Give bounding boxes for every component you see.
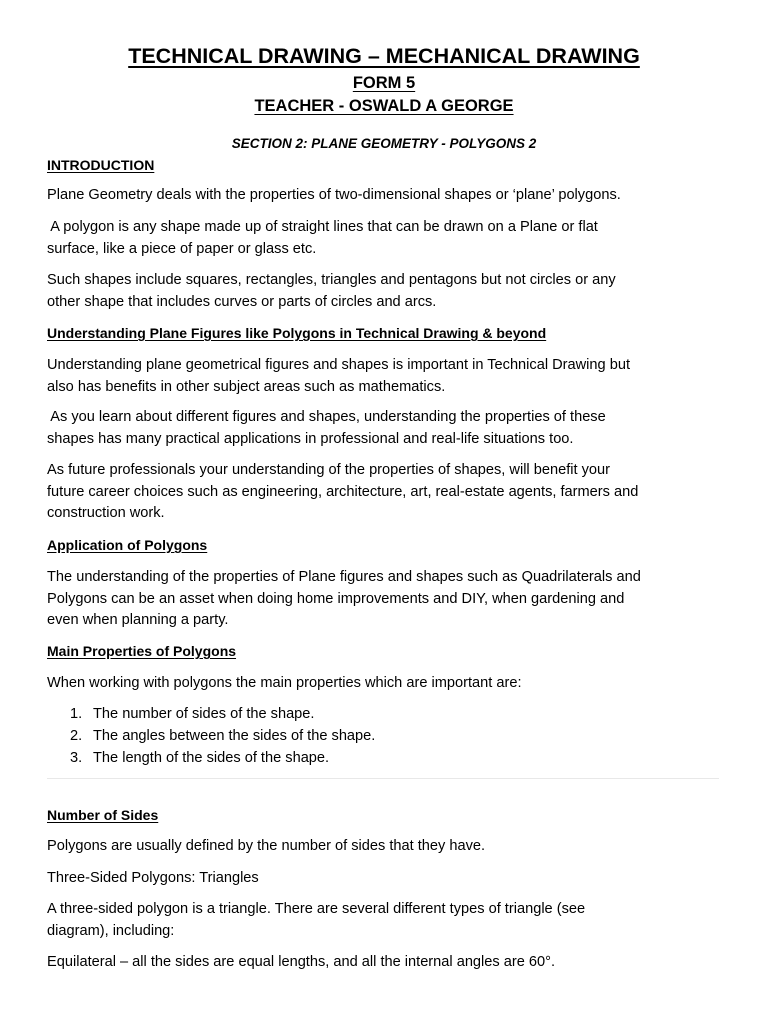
text-line: Such shapes include squares, rectangles, triangles and pentagons but not circles or any — [47, 272, 616, 288]
intro-paragraph-3 — [47, 270, 727, 313]
list-item-text: The length of the sides of the shape. — [93, 749, 330, 766]
properties-list — [70, 704, 375, 769]
text-line: diagram), including: — [47, 922, 175, 939]
understanding-paragraph-1 — [47, 355, 727, 398]
list-item-text: The angles between the sides of the shape. — [93, 727, 376, 744]
intro-paragraph-1 — [47, 185, 727, 207]
text-line: Polygons are usually defined by the number of sides that they have. — [47, 838, 486, 854]
understanding-paragraph-3 — [47, 460, 727, 525]
text-line: As future professionals your understanding of the properties of shapes, will benefit your — [47, 462, 610, 478]
text-line: also has benefits in other subject areas such as mathematics. — [47, 378, 446, 395]
form-label: FORM 5 — [352, 74, 416, 92]
application-heading: Application of Polygons — [47, 537, 208, 553]
understanding-heading: Understanding Plane Figures like Polygons in Technical Drawing & beyond — [47, 325, 547, 341]
application-paragraph-1 — [47, 567, 727, 632]
sides-paragraph-3 — [47, 899, 727, 942]
text-line: Equilateral – all the sides are equal lengths, and all the internal angles are 60°. — [47, 954, 556, 970]
understanding-paragraph-2 — [47, 407, 727, 450]
introduction-heading: INTRODUCTION — [47, 157, 155, 173]
list-item-text: The number of sides of the shape. — [93, 706, 315, 722]
text-line: future career choices such as engineering, architecture, art, real-estate agents, farmers and — [47, 483, 639, 500]
list-item — [70, 704, 375, 726]
text-line: A three-sided polygon is a triangle. There are several different types of triangle (see — [47, 901, 586, 917]
intro-paragraph-2 — [47, 217, 727, 260]
list-number: 3. — [70, 749, 83, 766]
text-line: As you learn about different figures and shapes, understanding the properties of these — [47, 409, 606, 425]
text-line: The understanding of the properties of Plane figures and shapes such as Quadrilaterals and — [47, 569, 641, 585]
text-line: construction work. — [47, 505, 165, 522]
list-number: 2. — [70, 727, 83, 744]
sides-paragraph-2 — [47, 868, 727, 890]
document-title: TECHNICAL DRAWING – MECHANICAL DRAWING — [128, 44, 640, 68]
text-line: Understanding plane geometrical figures and shapes is important in Technical Drawing but — [47, 357, 631, 373]
teacher-label: TEACHER - OSWALD A GEORGE — [254, 97, 514, 115]
list-item — [70, 726, 375, 748]
number-of-sides-heading: Number of Sides — [47, 807, 159, 823]
text-line: Polygons can be an asset when doing home improvements and DIY, when gardening and — [47, 590, 625, 607]
text-line: Plane Geometry deals with the properties of two-dimensional shapes or ‘plane’ polygons. — [47, 187, 621, 203]
text-line: even when planning a party. — [47, 612, 229, 629]
list-item — [70, 748, 375, 770]
text-line: When working with polygons the main properties which are important are: — [47, 675, 522, 691]
text-line: shapes has many practical applications in professional and real-life situations too. — [47, 430, 574, 447]
text-line: Three-Sided Polygons: Triangles — [47, 870, 259, 886]
text-line: A polygon is any shape made up of straight lines that can be drawn on a Plane or flat — [47, 219, 598, 235]
list-number: 1. — [70, 706, 83, 722]
section-title: SECTION 2: PLANE GEOMETRY - POLYGONS 2 — [231, 136, 537, 151]
main-properties-intro — [47, 673, 727, 695]
sides-paragraph-1 — [47, 836, 727, 858]
sides-paragraph-4 — [47, 952, 727, 974]
text-line: other shape that includes curves or parts of circles and arcs. — [47, 293, 437, 310]
main-properties-heading: Main Properties of Polygons — [47, 643, 237, 659]
text-line: surface, like a piece of paper or glass etc. — [47, 240, 317, 257]
page-break-divider — [47, 778, 719, 779]
